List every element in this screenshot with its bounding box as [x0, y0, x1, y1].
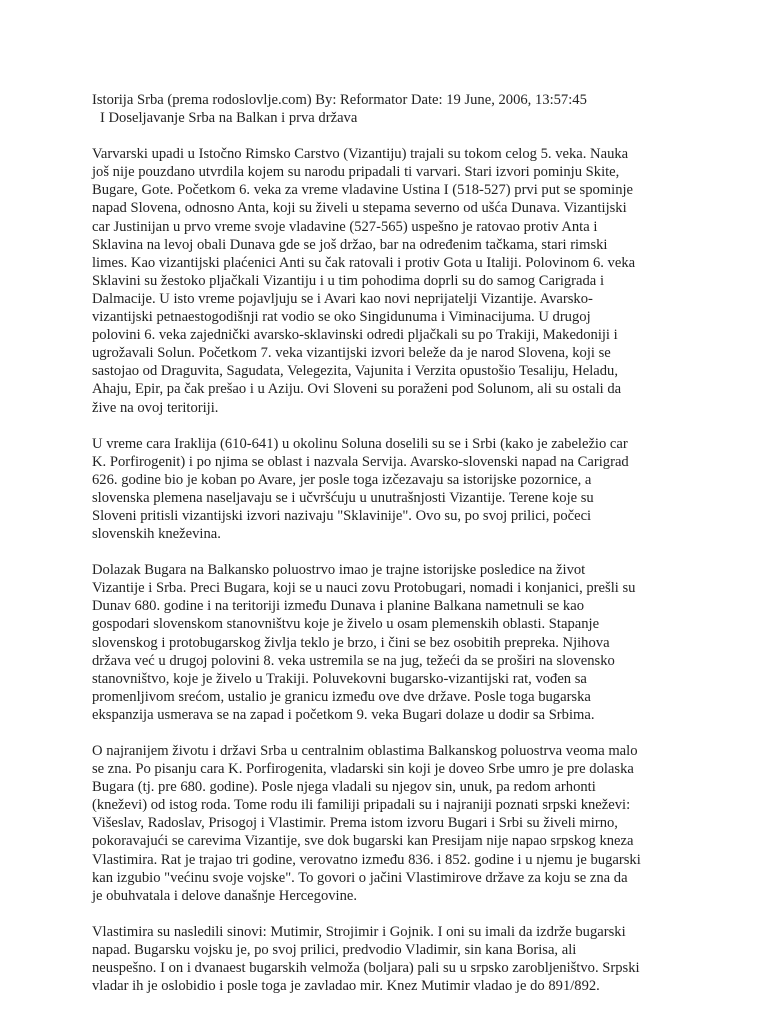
text-line: Bugara (tj. pre 680. godine). Posle njega vladali su njegov sin, unuk, pa redom arhonti: [92, 779, 596, 796]
paragraph-1: [92, 145, 712, 416]
article-header: Istorija Srba (prema rodoslovlje.com) By: Reformator Date: 19 June, 2006, 13:57:45: [92, 92, 587, 108]
paragraph-5: [92, 923, 712, 995]
text-line: car Justinijan u prvo vreme svoje vladavine (527-565) uspešno je ratovao protiv Anta i: [92, 218, 598, 235]
text-line: ugrožavali Solun. Početkom 7. veka vizantijski izvori beleže da je narod Slovena, koji se: [92, 345, 611, 362]
text-line: ekspanzija usmerava se na zapad i početkom 9. veka Bugari dolaze u dodir sa Srbima.: [92, 706, 595, 723]
paragraph-4: [92, 742, 712, 905]
document-page: [92, 91, 712, 1013]
text-line: Vizantije i Srba. Preci Bugara, koji se u nauci zovu Protobugari, nomadi i konjanici, prešli su: [92, 580, 636, 597]
text-line: slovenska plemena naseljavaju se i učvršćuju u unutrašnjosti Vizantije. Terene koje su: [92, 489, 594, 506]
text-line: slovenskog i protobugarskog življa teklo je brzo, i čini se bez osobitih prepreka. Njihova: [92, 634, 610, 651]
text-line: vizantijski petnaestogodišnji rat vodio se oko Singidunuma i Viminacijuma. U drugoj: [92, 309, 591, 326]
spacer: [92, 127, 712, 145]
text-line: žive na ovoj teritoriji.: [92, 399, 219, 416]
text-line: Bugare, Gote. Početkom 6. veka za vreme vladavine Ustina I (518-527) prvi put se spominje: [92, 182, 634, 199]
text-line: slovenskih kneževina.: [92, 526, 221, 543]
text-line: napad. Bugarsku vojsku je, po svoj prilici, predvodio Vladimir, sin kana Borisa, ali: [92, 941, 577, 958]
text-line: neuspešno. I on i dvanaest bugarskih velmoža (boljara) pali su u srpsko zarobljeništvo. Srpski: [92, 960, 640, 977]
text-line: vladar ih je oslobidio i posle toga je zavladao mir. Knez Mutimir vladao je do 891/892.: [92, 978, 600, 995]
text-line: Dolazak Bugara na Balkansko poluostrvo imao je trajne istorijske posledice na život: [92, 562, 586, 579]
text-line: Višeslav, Radoslav, Prisogoj i Vlastimir. Prema istom izvoru Bugari i Srbi su živeli mirno,: [92, 815, 618, 832]
text-line: Dunav 680. godine i na teritoriji između Dunava i planine Balkana nametnuli se kao: [92, 598, 584, 615]
text-line: (kneževi) od istog roda. Tome rodu ili familiji pripadali su i najraniji poznati srpski kneževi:: [92, 797, 631, 814]
text-line: promenljivom srećom, ustalio je granicu između ove dve države. Posle toga bugarska: [92, 688, 591, 705]
text-line: gospodari slovenskom stanovništvu koje je živelo u osam plemenskih oblasti. Stapanje: [92, 616, 600, 633]
text-line: kan izgubio "većinu svoje vojske". To govori o jačini Vlastimirove države za koju se zna da: [92, 869, 628, 886]
text-line: Ahaju, Epir, pa čak prešao i u Aziju. Ovi Sloveni su poraženi pod Solunom, ali su ostali da: [92, 381, 622, 398]
paragraph-3: [92, 561, 712, 724]
text-line: napad Slovena, odnosno Anta, koji su živeli u stepama severno od ušća Dunava. Vizantijski: [92, 200, 627, 217]
text-line: 626. godine bio je koban po Avare, jer posle toga izčezavaju sa istorijske pozornice, a: [92, 471, 592, 488]
text-line: Dalmacije. U isto vreme pojavljuju se i Avari kao novi neprijatelji Vizantije. Avarsko-: [92, 290, 593, 307]
text-line: sastojao od Draguvita, Sagudata, Velegezita, Vajunita i Verzita opustošio Tesaliju, Heladu,: [92, 363, 618, 380]
paragraph-2: [92, 435, 712, 544]
text-line: U vreme cara Iraklija (610-641) u okolinu Soluna doselili su se i Srbi (kako je zabeležio car: [92, 435, 628, 452]
text-line: O najranijem životu i državi Srba u centralnim oblastima Balkanskog poluostrva veoma malo: [92, 743, 638, 759]
text-line: limes. Kao vizantijski plaćenici Anti su čak ratovali i protiv Gota u Italiji. Polovinom 6. veka: [92, 254, 636, 271]
text-line: Vlastimira su nasledili sinovi: Mutimir, Strojimir i Gojnik. I oni su imali da izdrže bugarski: [92, 923, 626, 940]
text-line: polovini 6. veka zajednički avarsko-sklavinski odredi pljačkali su po Trakiji, Makedoniji i: [92, 327, 618, 344]
text-line: pokoravajući se carevima Vizantije, sve dok bugarski kan Presijam nije napao srpskog kneza: [92, 833, 634, 850]
text-line: K. Porfirogenit) i po njima se oblast i nazvala Servija. Avarsko-slovenski napad na Carigrad: [92, 453, 629, 470]
section-title: I Doseljavanje Srba na Balkan i prva država: [100, 110, 358, 127]
text-line: Sloveni pritisli vizantijski izvori nazivaju "Sklavinije". Ovo su, po svoj prilici, počeci: [92, 507, 592, 524]
text-line: Sklavini su žestoko pljačkali Vizantiju i u tim pohodima doprli su do samog Carigrada i: [92, 272, 604, 289]
text-line: Sklavina na levoj obali Dunava gde se još držao, bar na određenim tačkama, stari rimski: [92, 236, 608, 253]
text-line: se zna. Po pisanju cara K. Porfirogenita, vladarski sin koji je doveo Srbe umro je pre dolaska: [92, 761, 634, 778]
text-line: država već u drugoj polovini 8. veka ustremila se na jug, težeći da se proširi na slovensko: [92, 652, 615, 669]
text-line: Varvarski upadi u Istočno Rimsko Carstvo (Vizantiju) trajali su tokom celog 5. veka. Nauka: [92, 146, 629, 163]
text-line: još nije pouzdano utvrdila kojem su narodu pripadali ti varvari. Stari izvori pominju Skite,: [92, 164, 620, 181]
text-line: je obuhvatala i delove današnje Hercegovine.: [92, 887, 358, 904]
text-line: stanovništvo, koje je živelo u Trakiji. Poluvekovni bugarsko-vizantijski rat, vođen sa: [92, 670, 587, 687]
text-line: Vlastimira. Rat je trajao tri godine, verovatno između 836. i 852. godine i u njemu je bugarski: [92, 851, 641, 868]
